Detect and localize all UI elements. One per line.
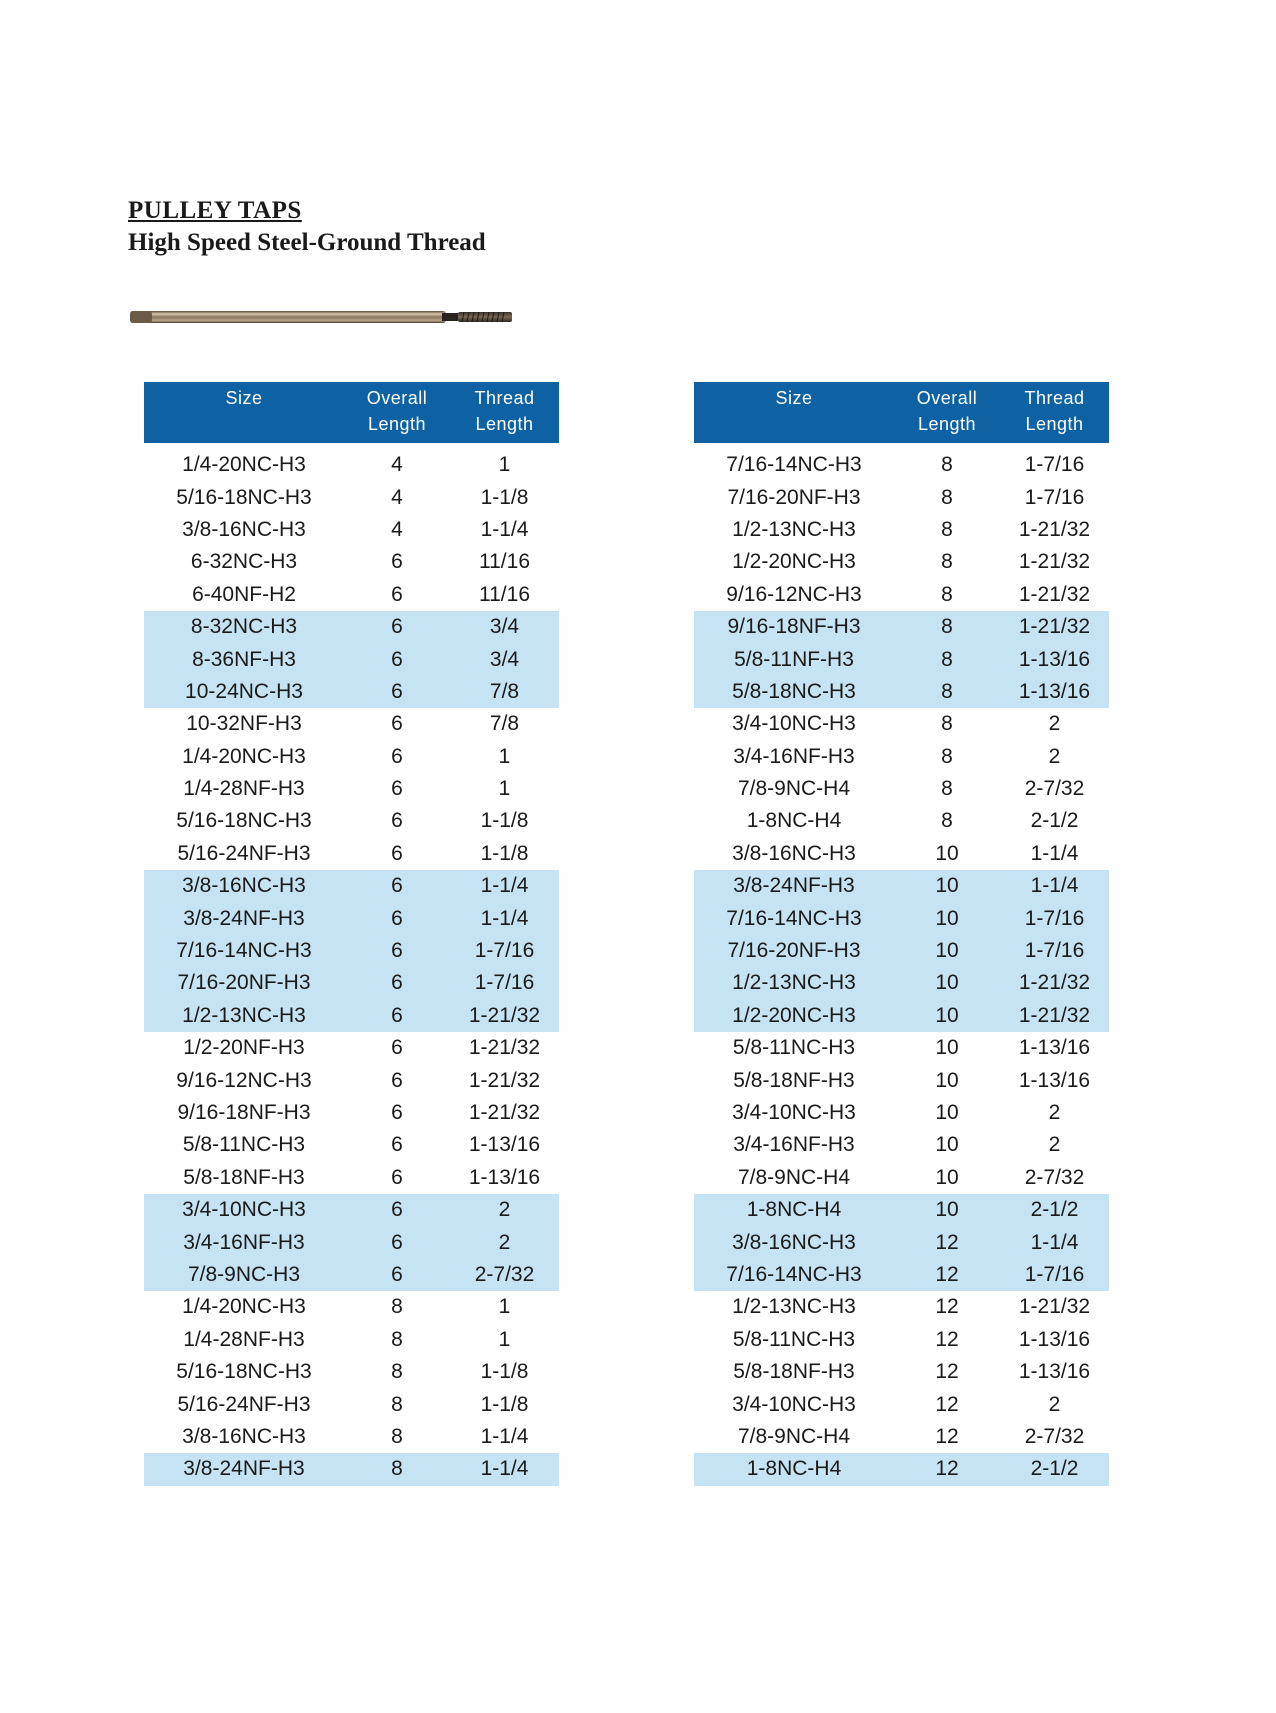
overall-length-cell: 8 [941,550,953,574]
overall-length-cell: 6 [391,712,403,736]
size-cell: 7/16-14NC-H3 [694,1259,894,1291]
thread-length-cell: 1-13/16 [1018,1036,1091,1060]
table-row [694,579,1109,611]
overall-length-cell: 10 [935,1068,959,1092]
table-row [694,1162,1109,1194]
overall-length-cell: 12 [935,1392,959,1416]
size-cell: 5/16-24NF-H3 [177,841,311,865]
overall-length-cell: 10 [894,870,1000,902]
thread-length-cell: 1-1/4 [1000,1226,1109,1258]
overall-length-cell: 10 [894,1194,1000,1226]
table-row [694,741,1109,773]
size-cell: 5/16-24NF-H3 [177,1392,311,1416]
thread-length-cell: 1-1/4 [450,902,559,934]
overall-length-cell: 8 [941,744,953,768]
overall-length-cell: 6 [344,902,450,934]
size-cell: 3/4-10NC-H3 [732,1392,856,1416]
thread-length-cell: 1-13/16 [1018,1327,1091,1351]
table-row [144,1032,559,1064]
thread-length-cell: 1-1/8 [480,485,529,509]
size-cell: 7/16-20NF-H3 [694,935,894,967]
thread-length-cell: 1-21/32 [1018,1295,1091,1319]
table-row [694,1291,1109,1323]
thread-length-cell: 1-1/4 [450,1453,559,1485]
size-cell: 3/8-24NF-H3 [694,870,894,902]
size-cell: 3/8-24NF-H3 [144,1453,344,1485]
table-row [694,643,1109,675]
table-row [694,611,1109,643]
thread-length-cell: 2-7/32 [1024,1424,1085,1448]
size-cell: 5/16-18NC-H3 [176,809,312,833]
size-cell: 3/4-10NC-H3 [732,712,856,736]
overall-length-cell: 6 [344,1194,450,1226]
thread-length-cell: 1-1/8 [480,841,529,865]
thread-length-cell: 1 [498,1295,511,1319]
overall-length-cell: 8 [941,517,953,541]
overall-length-cell: 4 [391,517,403,541]
overall-length-cell: 6 [344,870,450,902]
table-row [144,1324,559,1356]
left-table-body [144,443,559,1486]
table-row [694,708,1109,740]
thread-length-cell: 1-7/16 [450,967,559,999]
thread-length-cell: 1-7/16 [1000,902,1109,934]
thread-length-column-header: Thread Length [450,382,559,443]
size-table-right [694,382,1109,1486]
size-cell: 10-32NF-H3 [186,712,302,736]
size-cell: 5/8-11NC-H3 [732,1036,856,1060]
table-row [144,1453,559,1485]
page-title: PULLEY TAPS [128,197,302,224]
thread-length-cell: 1-1/8 [480,1360,529,1384]
thread-length-cell: 1-13/16 [1000,643,1109,675]
table-row [144,1000,559,1032]
overall-length-cell: 6 [391,841,403,865]
thread-length-cell: 1-21/32 [1018,582,1091,606]
table-row [144,1226,559,1258]
overall-length-cell: 8 [391,1392,403,1416]
size-cell: 7/8-9NC-H4 [737,1165,851,1189]
overall-length-column-header: Overall Length [894,382,1000,443]
size-cell: 5/8-18NF-H3 [733,1068,855,1092]
overall-length-cell: 6 [391,1036,403,1060]
size-cell: 1/2-13NC-H3 [732,517,856,541]
overall-length-cell: 8 [391,1295,403,1319]
size-cell: 3/4-10NC-H3 [732,1101,856,1124]
overall-length-cell: 6 [391,1165,403,1189]
table-row [694,1421,1109,1453]
table-row [694,1194,1109,1226]
thread-length-cell: 1-21/32 [1018,517,1091,541]
overall-length-cell: 6 [391,744,403,768]
table-row [144,773,559,805]
thread-length-cell: 1 [498,1327,511,1351]
table-row [694,935,1109,967]
thread-length-cell: 2 [1048,744,1061,768]
thread-length-cell: 2-7/32 [1024,777,1085,801]
size-cell: 1-8NC-H4 [694,1453,894,1485]
table-row [144,935,559,967]
size-cell: 1-8NC-H4 [746,809,842,833]
table-row [694,514,1109,546]
overall-length-cell: 10 [894,902,1000,934]
size-cell: 9/16-18NF-H3 [177,1101,311,1124]
overall-length-cell: 8 [391,1327,403,1351]
table-row [144,611,559,643]
size-cell: 6-32NC-H3 [190,550,298,574]
overall-length-cell: 12 [894,1453,1000,1485]
table-row [144,1421,559,1453]
size-cell: 1/4-20NC-H3 [182,744,306,768]
thread-length-cell: 11/16 [479,582,530,606]
size-cell: 3/4-16NF-H3 [733,1133,855,1157]
thread-length-cell: 1-7/16 [1024,453,1085,477]
thread-length-cell: 1-1/4 [480,517,529,541]
overall-length-column-header: Overall Length [344,382,450,443]
overall-length-cell: 8 [344,1453,450,1485]
thread-length-cell: 2 [450,1194,559,1226]
size-cell: 9/16-12NC-H3 [726,582,862,606]
table-row [694,870,1109,902]
size-cell: 5/8-18NF-H3 [733,1360,855,1384]
size-cell: 1-8NC-H4 [694,1194,894,1226]
thread-length-cell: 11/16 [479,550,530,574]
table-row [694,1324,1109,1356]
overall-length-cell: 6 [344,967,450,999]
thread-length-cell: 2 [450,1226,559,1258]
thread-length-cell: 1-21/32 [1000,967,1109,999]
table-row [144,1388,559,1420]
size-cell: 7/8-9NC-H4 [737,1424,851,1448]
thread-length-cell: 1 [498,744,511,768]
size-cell: 8-32NC-H3 [144,611,344,643]
overall-length-cell: 4 [391,453,403,477]
table-row [694,1032,1109,1064]
table-row [694,1129,1109,1161]
right-table-body [694,443,1109,1486]
overall-length-cell: 8 [941,712,953,736]
table-row [694,902,1109,934]
thread-length-cell: 1-21/32 [1000,611,1109,643]
overall-length-cell: 12 [935,1424,959,1448]
overall-length-cell: 8 [391,1424,403,1448]
size-cell: 3/4-16NF-H3 [733,744,855,768]
thread-length-cell: 1-1/8 [480,809,529,833]
overall-length-cell: 6 [391,1068,403,1092]
size-cell: 3/8-16NC-H3 [182,517,306,541]
overall-length-cell: 6 [344,1000,450,1032]
overall-length-cell: 8 [391,1360,403,1384]
size-cell: 1/2-20NC-H3 [732,550,856,574]
size-cell: 3/8-16NC-H3 [732,841,856,865]
thread-length-cell: 1-7/16 [1000,1259,1109,1291]
size-cell: 7/16-14NC-H3 [694,902,894,934]
table-row [694,1226,1109,1258]
overall-length-cell: 6 [391,582,403,606]
table-row [694,546,1109,578]
table-row [694,1259,1109,1291]
thread-length-column-header: Thread Length [1000,382,1109,443]
table-row [144,643,559,675]
table-row [144,1194,559,1226]
size-table-left [144,382,559,1486]
overall-length-cell: 10 [935,1036,959,1060]
table-row [694,1097,1109,1129]
size-cell: 7/16-14NC-H3 [726,453,862,477]
size-cell: 5/8-11NC-H3 [732,1327,856,1351]
table-row [144,514,559,546]
thread-length-cell: 2 [1048,1392,1061,1416]
table-row [694,838,1109,870]
size-cell: 1/4-20NC-H3 [182,453,306,477]
overall-length-cell: 6 [391,1133,403,1157]
thread-length-cell: 1-1/4 [1030,841,1079,865]
overall-length-cell: 8 [941,582,953,606]
table-row [144,443,559,481]
size-cell: 3/8-16NC-H3 [182,1424,306,1448]
thread-length-cell: 1 [498,777,511,801]
table-row [144,1259,559,1291]
thread-length-cell: 1-21/32 [1018,550,1091,574]
overall-length-cell: 6 [391,809,403,833]
size-cell: 7/16-20NF-H3 [144,967,344,999]
overall-length-cell: 6 [391,1101,403,1124]
overall-length-cell: 12 [894,1259,1000,1291]
thread-length-cell: 1-21/32 [450,1000,559,1032]
size-cell: 1/2-13NC-H3 [694,967,894,999]
size-cell: 3/8-16NC-H3 [144,870,344,902]
overall-length-cell: 10 [894,967,1000,999]
overall-length-cell: 6 [344,676,450,708]
size-cell: 1/2-20NF-H3 [183,1036,305,1060]
thread-length-cell: 1-1/8 [480,1392,529,1416]
thread-length-cell: 1-1/4 [1000,870,1109,902]
table-row [144,1356,559,1388]
table-row [694,676,1109,708]
size-cell: 3/8-24NF-H3 [144,902,344,934]
table-row [144,1129,559,1161]
table-row [144,481,559,513]
thread-length-cell: 1-21/32 [468,1101,541,1124]
table-row [144,708,559,740]
overall-length-cell: 8 [941,809,953,833]
table-header-row [694,382,1109,443]
size-cell: 8-36NF-H3 [144,643,344,675]
table-row [144,838,559,870]
size-cell: 9/16-12NC-H3 [176,1068,312,1092]
size-cell: 1/4-28NF-H3 [183,1327,305,1351]
size-cell: 7/16-20NF-H3 [727,485,861,509]
table-row [144,1097,559,1129]
size-cell: 3/4-10NC-H3 [144,1194,344,1226]
table-row [144,967,559,999]
size-cell: 1/4-20NC-H3 [182,1295,306,1319]
overall-length-cell: 6 [344,1226,450,1258]
table-row [694,1388,1109,1420]
size-column-header: Size [144,382,344,443]
overall-length-cell: 10 [935,841,959,865]
thread-length-cell: 3/4 [450,611,559,643]
overall-length-cell: 6 [344,935,450,967]
pulley-tap-image [128,303,516,331]
size-cell: 5/8-11NC-H3 [182,1133,306,1157]
thread-length-cell: 7/8 [450,676,559,708]
thread-length-cell: 3/4 [450,643,559,675]
size-cell: 5/16-18NC-H3 [176,485,312,509]
size-cell: 3/4-16NF-H3 [144,1226,344,1258]
overall-length-cell: 8 [941,453,953,477]
size-cell: 1/4-28NF-H3 [183,777,305,801]
size-cell: 6-40NF-H2 [192,582,296,606]
overall-length-cell: 6 [391,550,403,574]
thread-length-cell: 2 [1048,1101,1061,1124]
size-cell: 5/16-18NC-H3 [176,1360,312,1384]
table-row [694,967,1109,999]
table-row [144,579,559,611]
size-cell: 5/8-18NC-H3 [694,676,894,708]
overall-length-cell: 10 [894,1000,1000,1032]
table-row [144,546,559,578]
overall-length-cell: 6 [344,1259,450,1291]
thread-length-cell: 1-13/16 [1018,1360,1091,1384]
table-row [694,1000,1109,1032]
size-cell: 5/8-18NF-H3 [183,1165,305,1189]
thread-length-cell: 2-1/2 [1030,809,1079,833]
thread-length-cell: 2 [1048,712,1061,736]
overall-length-cell: 6 [391,777,403,801]
size-cell: 9/16-18NF-H3 [694,611,894,643]
page-subtitle: High Speed Steel-Ground Thread [128,229,486,256]
table-header-row [144,382,559,443]
thread-length-cell: 2 [1048,1133,1061,1157]
overall-length-cell: 12 [935,1295,959,1319]
table-row [144,870,559,902]
overall-length-cell: 6 [344,611,450,643]
thread-length-cell: 7/8 [489,712,520,736]
table-row [694,1356,1109,1388]
thread-length-cell: 2-1/2 [1000,1453,1109,1485]
table-row [694,773,1109,805]
size-cell: 1/2-13NC-H3 [144,1000,344,1032]
size-cell: 1/2-20NC-H3 [694,1000,894,1032]
overall-length-cell: 6 [344,643,450,675]
table-row [694,481,1109,513]
overall-length-cell: 8 [894,676,1000,708]
size-cell: 7/8-9NC-H4 [737,777,851,801]
table-row [144,1291,559,1323]
thread-length-cell: 1-7/16 [1000,935,1109,967]
table-row [694,1453,1109,1485]
thread-length-cell: 1-13/16 [1000,676,1109,708]
size-cell: 10-24NC-H3 [144,676,344,708]
size-cell: 7/16-14NC-H3 [144,935,344,967]
table-row [144,676,559,708]
table-row [144,741,559,773]
overall-length-cell: 12 [935,1327,959,1351]
size-column-header: Size [694,382,894,443]
size-cell: 5/8-11NF-H3 [694,643,894,675]
thread-length-cell: 1-1/4 [450,870,559,902]
table-row [694,805,1109,837]
thread-length-cell: 1-7/16 [1024,485,1085,509]
thread-length-cell: 1 [498,453,511,477]
thread-length-cell: 1-13/16 [468,1165,541,1189]
overall-length-cell: 10 [894,935,1000,967]
size-cell: 7/8-9NC-H3 [144,1259,344,1291]
table-row [144,1162,559,1194]
thread-length-cell: 1-21/32 [1000,1000,1109,1032]
overall-length-cell: 10 [935,1133,959,1157]
overall-length-cell: 4 [391,485,403,509]
size-cell: 1/2-13NC-H3 [732,1295,856,1319]
overall-length-cell: 8 [941,485,953,509]
thread-length-cell: 2-7/32 [450,1259,559,1291]
thread-length-cell: 1-21/32 [468,1036,541,1060]
table-row [144,1064,559,1096]
overall-length-cell: 12 [935,1360,959,1384]
thread-length-cell: 1-13/16 [468,1133,541,1157]
overall-length-cell: 12 [894,1226,1000,1258]
table-row [694,443,1109,481]
thread-length-cell: 2-1/2 [1000,1194,1109,1226]
thread-length-cell: 1-1/4 [480,1424,529,1448]
overall-length-cell: 10 [935,1101,959,1124]
thread-length-cell: 1-21/32 [468,1068,541,1092]
table-row [694,1064,1109,1096]
overall-length-cell: 8 [941,777,953,801]
thread-length-cell: 1-7/16 [450,935,559,967]
size-cell: 3/8-16NC-H3 [694,1226,894,1258]
overall-length-cell: 8 [894,643,1000,675]
overall-length-cell: 10 [935,1165,959,1189]
thread-length-cell: 2-7/32 [1024,1165,1085,1189]
table-row [144,902,559,934]
thread-length-cell: 1-13/16 [1018,1068,1091,1092]
overall-length-cell: 8 [894,611,1000,643]
table-row [144,805,559,837]
